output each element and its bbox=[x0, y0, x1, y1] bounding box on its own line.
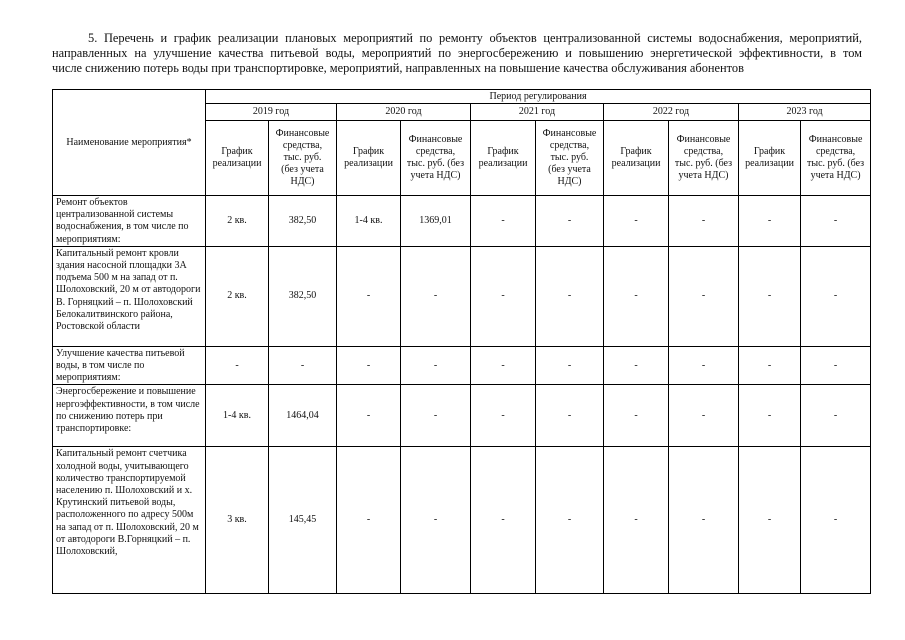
schedule-2019-cell: 1-4 кв. bbox=[206, 385, 269, 447]
activity-name-cell: Ремонт объектов централизованной системы водоснабжения, в том числе по мероприятиям: bbox=[53, 196, 206, 247]
schedule-2019-cell: 2 кв. bbox=[206, 246, 269, 346]
year-header-2021: 2021 год bbox=[471, 104, 604, 121]
header-row bbox=[53, 90, 871, 104]
finance-header: Финансовые средства, тыс. руб. (без учета НДС) bbox=[401, 121, 471, 196]
schedule-2020-cell: 1-4 кв. bbox=[337, 196, 401, 247]
schedule-header: График реализации bbox=[604, 121, 669, 196]
finance-2019-cell: 1464,04 bbox=[269, 385, 337, 447]
schedule-2022-cell: - bbox=[604, 385, 669, 447]
schedule-2019-cell: 2 кв. bbox=[206, 196, 269, 247]
schedule-2023-cell: - bbox=[739, 385, 801, 447]
finance-2019-cell: 145,45 bbox=[269, 447, 337, 594]
finance-header: Финансовые средства, тыс. руб. (без учета НДС) bbox=[536, 121, 604, 196]
period-header: Период регулирования bbox=[206, 90, 871, 104]
finance-2023-cell: - bbox=[801, 346, 871, 385]
finance-2020-cell: - bbox=[401, 246, 471, 346]
finance-2020-cell: - bbox=[401, 447, 471, 594]
schedule-2020-cell: - bbox=[337, 346, 401, 385]
schedule-2020-cell: - bbox=[337, 246, 401, 346]
schedule-2023-cell: - bbox=[739, 346, 801, 385]
finance-2021-cell: - bbox=[536, 246, 604, 346]
activity-name-cell: Капитальный ремонт счетчика холодной воды, учитывающего количество транспортируемой населению п. Шолоховский и х. Крутинский питьевой воды, расположенного по адресу 500м на запад от п. Шолоховский, 20 м от автодороги В.Горняцкий – п. Шолоховский, bbox=[53, 447, 206, 594]
activity-name-cell: Энергосбережение и повышение нергоэффективности, в том числе по снижению потерь при транспортировке: bbox=[53, 385, 206, 447]
finance-header: Финансовые средства, тыс. руб. (без учета НДС) bbox=[669, 121, 739, 196]
activity-name-cell: Капитальный ремонт кровли здания насосной площадки 3А подъема 500 м на запад от п. Шолоховский, 20 м от автодороги В. Горняцкий – п. Шолоховский Белокалитвинского района, Ростовской области bbox=[53, 246, 206, 346]
schedule-2022-cell: - bbox=[604, 246, 669, 346]
heading-line-1: 5. Перечень и график реализации плановых мероприятий по ремонту объектов централизованной системы водоснабжения, мероприятий, bbox=[88, 31, 862, 45]
finance-header: Финансовые средства, тыс. руб. (без учета НДС) bbox=[269, 121, 337, 196]
finance-2023-cell: - bbox=[801, 447, 871, 594]
schedule-2022-cell: - bbox=[604, 447, 669, 594]
schedule-2020-cell: - bbox=[337, 447, 401, 594]
schedule-header: График реализации bbox=[337, 121, 401, 196]
year-header-2023: 2023 год bbox=[739, 104, 871, 121]
finance-2021-cell: - bbox=[536, 346, 604, 385]
finance-2021-cell: - bbox=[536, 447, 604, 594]
schedule-2023-cell: - bbox=[739, 196, 801, 247]
finance-2021-cell: - bbox=[536, 196, 604, 247]
finance-2019-cell: 382,50 bbox=[269, 196, 337, 247]
schedule-2021-cell: - bbox=[471, 346, 536, 385]
activity-name-header: Наименование мероприятия* bbox=[53, 90, 206, 196]
schedule-header: График реализации bbox=[739, 121, 801, 196]
schedule-2020-cell: - bbox=[337, 385, 401, 447]
heading-line-2: направленных на улучшение качества питьевой воды, мероприятий по энергосбережению и повышению энергетической эффективности, в том bbox=[52, 46, 862, 60]
schedule-2023-cell: - bbox=[739, 246, 801, 346]
finance-2020-cell: - bbox=[401, 385, 471, 447]
schedule-2021-cell: - bbox=[471, 196, 536, 247]
schedule-2022-cell: - bbox=[604, 346, 669, 385]
schedule-2019-cell: 3 кв. bbox=[206, 447, 269, 594]
table-row bbox=[53, 246, 871, 346]
table-row bbox=[53, 346, 871, 385]
schedule-header: График реализации bbox=[206, 121, 269, 196]
finance-2019-cell: 382,50 bbox=[269, 246, 337, 346]
schedule-2021-cell: - bbox=[471, 447, 536, 594]
activity-name-cell: Улучшение качества питьевой воды, в том числе по мероприятиям: bbox=[53, 346, 206, 385]
finance-2020-cell: - bbox=[401, 346, 471, 385]
finance-2021-cell: - bbox=[536, 385, 604, 447]
finance-2023-cell: - bbox=[801, 196, 871, 247]
year-header-2022: 2022 год bbox=[604, 104, 739, 121]
year-header-2019: 2019 год bbox=[206, 104, 337, 121]
schedule-2021-cell: - bbox=[471, 385, 536, 447]
year-header-2020: 2020 год bbox=[337, 104, 471, 121]
schedule-2021-cell: - bbox=[471, 246, 536, 346]
finance-2022-cell: - bbox=[669, 196, 739, 247]
finance-2019-cell: - bbox=[269, 346, 337, 385]
finance-2022-cell: - bbox=[669, 447, 739, 594]
finance-2023-cell: - bbox=[801, 385, 871, 447]
activities-table bbox=[52, 89, 871, 594]
schedule-header: График реализации bbox=[471, 121, 536, 196]
finance-2022-cell: - bbox=[669, 385, 739, 447]
finance-2020-cell: 1369,01 bbox=[401, 196, 471, 247]
schedule-2019-cell: - bbox=[206, 346, 269, 385]
section-heading bbox=[52, 31, 862, 76]
finance-2022-cell: - bbox=[669, 346, 739, 385]
heading-line-3: числе снижению потерь воды при транспортировке, мероприятий, направленных на повышение качества обслуживания абонентов bbox=[52, 61, 744, 75]
schedule-2022-cell: - bbox=[604, 196, 669, 247]
table-row bbox=[53, 447, 871, 594]
table-row bbox=[53, 196, 871, 247]
table-row bbox=[53, 385, 871, 447]
finance-header: Финансовые средства, тыс. руб. (без учета НДС) bbox=[801, 121, 871, 196]
finance-2023-cell: - bbox=[801, 246, 871, 346]
schedule-2023-cell: - bbox=[739, 447, 801, 594]
finance-2022-cell: - bbox=[669, 246, 739, 346]
